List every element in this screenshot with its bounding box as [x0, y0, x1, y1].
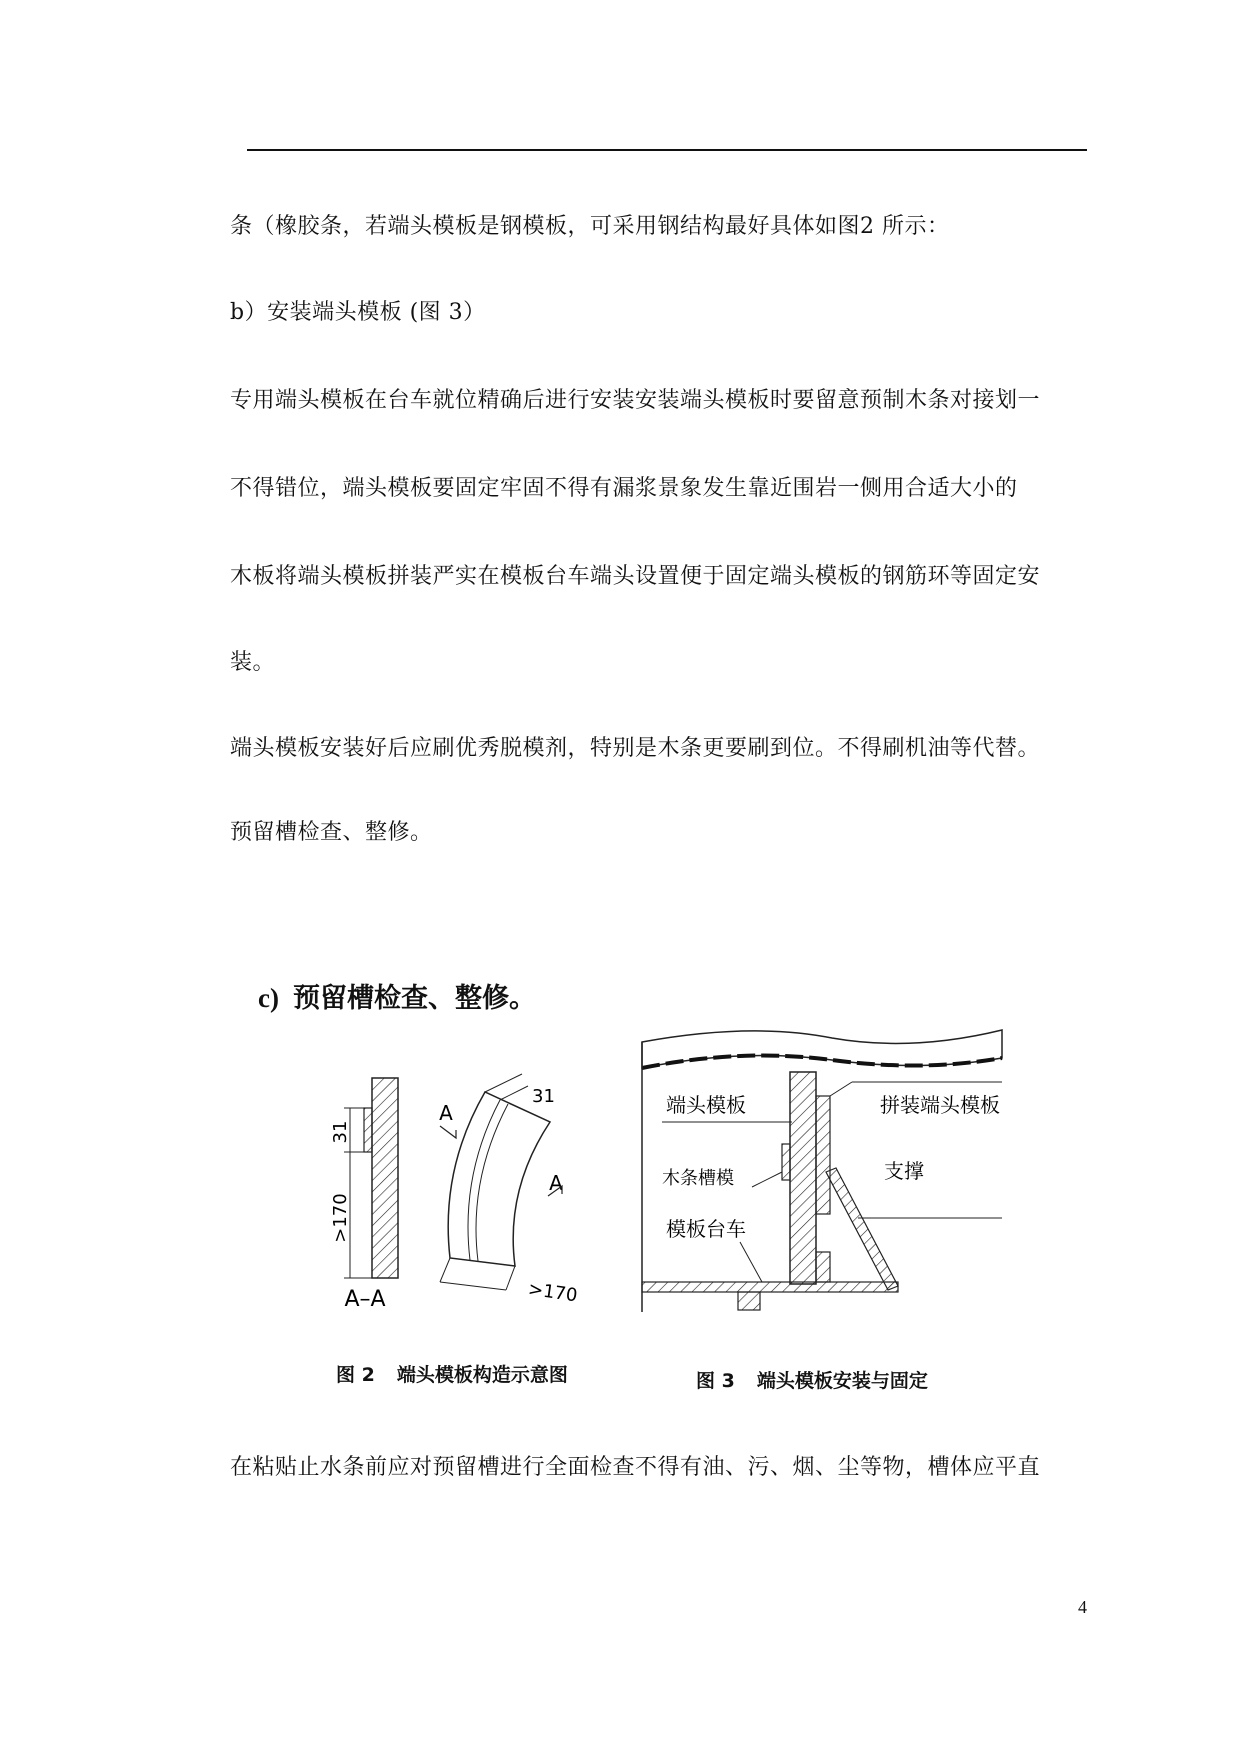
figure-2-caption-number: 图 2: [336, 1364, 375, 1386]
paragraph-line-4: 不得错位，端头模板要固定牢固不得有漏浆景象发生靠近围岩一侧用合适大小的: [230, 476, 1018, 501]
cut-mark-left: A: [439, 1101, 453, 1125]
paragraph-line-6: 装。: [230, 650, 276, 675]
rock-lining: [642, 1030, 1002, 1068]
arc-dim-top-label: 31: [532, 1086, 555, 1107]
figure-2-diagram: [300, 1060, 620, 1310]
section-label: A–A: [344, 1287, 386, 1310]
section-plate: [372, 1078, 398, 1278]
paragraph-line-5: 木板将端头模板拼装严实在模板台车端头设置便于固定端头模板的钢筋环等固定安: [230, 564, 1041, 589]
figure-2-caption: [336, 1360, 568, 1387]
curved-plate: [448, 1092, 550, 1266]
paragraph-line-1: 条（橡胶条，若端头模板是钢模板，可采用钢结构最好具体如图2 所示：: [230, 214, 950, 239]
assembled-plate: [816, 1096, 830, 1214]
arc-dim-bottom-label: >170: [526, 1278, 579, 1307]
section-heading: [258, 976, 536, 1015]
figure-3-diagram: [632, 1012, 1012, 1332]
label-end-formwork: 端头模板: [666, 1093, 746, 1117]
closing-paragraph: 在粘贴止水条前应对预留槽进行全面检查不得有油、污、烟、尘等物，槽体应平直: [230, 1455, 1041, 1480]
figure-3-caption: [696, 1366, 928, 1393]
cut-mark-right: A: [549, 1171, 563, 1195]
end-formwork-plate: [790, 1072, 816, 1284]
support-brace: [826, 1168, 898, 1290]
header-rule: [247, 149, 1087, 151]
trolley-base: [642, 1282, 898, 1292]
label-assembled-formwork: 拼装端头模板: [880, 1093, 1000, 1117]
paragraph-line-7: 端头模板安装好后应刷优秀脱模剂，特别是木条更要刷到位。不得刷机油等代替。: [230, 736, 1041, 761]
section-strip: [364, 1108, 372, 1152]
section-heading-label: c): [258, 983, 279, 1013]
paragraph-line-3: 专用端头模板在台车就位精确后进行安装安装端头模板时要留意预制木条对接划一: [230, 388, 1041, 413]
page-number: 4: [1078, 1597, 1087, 1617]
label-strip-groove: 木条槽模: [662, 1168, 734, 1189]
figure-3-caption-number: 图 3: [696, 1370, 735, 1392]
figure-3-caption-text: 端头模板安装与固定: [756, 1370, 928, 1392]
dim-side-label: >170: [330, 1193, 351, 1243]
label-trolley: 模板台车: [666, 1217, 746, 1241]
paragraph-line-8: 预留槽检查、整修。: [230, 820, 433, 845]
dim-top-label: 31: [330, 1120, 351, 1144]
strip-groove: [782, 1144, 790, 1180]
figure-2-caption-text: 端头模板构造示意图: [396, 1364, 568, 1386]
paragraph-line-2: b）安装端头模板 (图 3）: [230, 300, 486, 325]
label-support: 支撑: [884, 1159, 924, 1183]
section-heading-text: 预留槽检查、整修。: [292, 983, 536, 1014]
